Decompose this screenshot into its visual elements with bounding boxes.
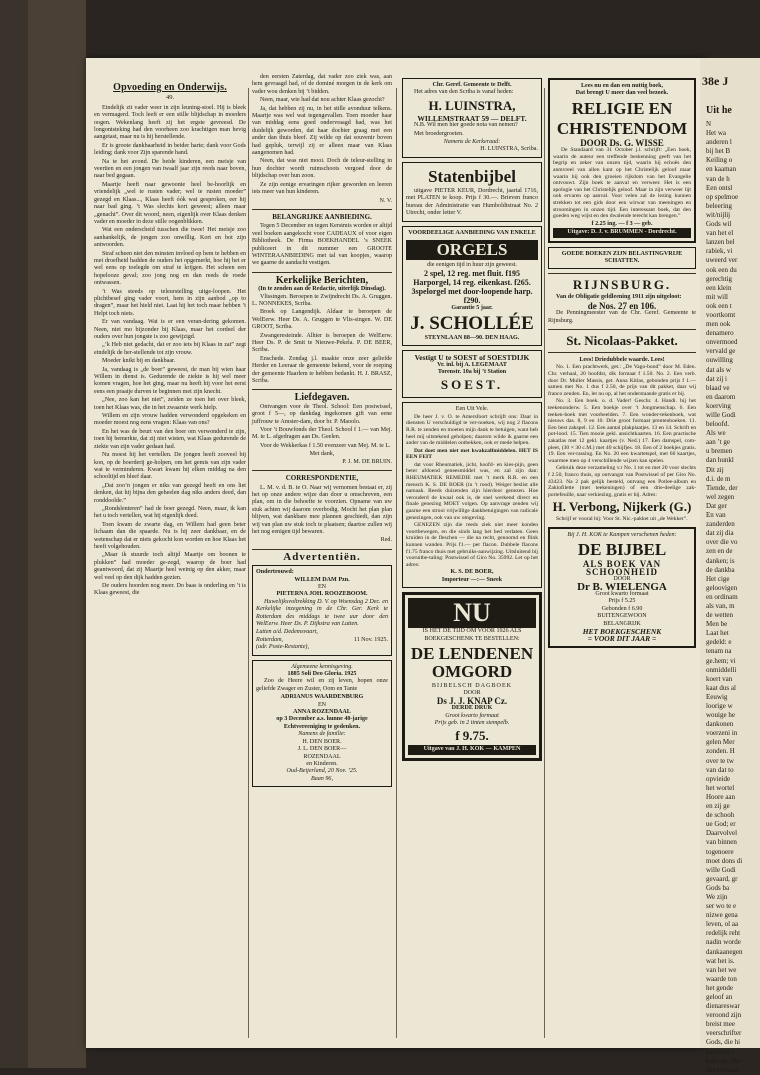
adjacent-page-line: Tiende, der <box>706 483 738 492</box>
adjacent-page-line: Het wa <box>706 129 727 138</box>
nicolaas-warning: Lees! Driedubbele waarde. Lees! <box>579 357 665 363</box>
adjacent-page-line: danken; is <box>706 556 735 565</box>
gifts-text-2: Voor ’t Bouwfonds der Theol. School f 1.— van Mej. M. te L. afgedragen aan Ds. Geelen. <box>252 427 392 441</box>
article-paragraph: Straf scheen niet den minsten invloed op hem te hebben en met droefheid hadden de ouders het opgemerkt, hoe hij het er wel eens op toelegde om straf te krijgen. Het scheen een hopelooze geval; zoo jong nog en dan reeds de roede ontwassen. <box>94 250 246 287</box>
book-binding-gutter <box>28 0 86 1068</box>
adjacent-page-line: kerstend z <box>706 1047 735 1056</box>
article-paragraph: „Dat zoo’n jongen er niks van gezegd heeft en ons liet denken, dat hij bijna den geheelen dag niks anders deed, dan ronddoolde.” <box>94 482 246 504</box>
soest-big: SOEST. <box>440 377 504 393</box>
adjacent-page-line: dankaanegen <box>706 947 743 956</box>
adjacent-page-line: men ook <box>706 320 731 329</box>
rheumatiek-ad <box>402 402 542 588</box>
church-news-subtitle: (In te zenden aan de Redactie, uiterlijk Dinsdag). <box>258 286 386 293</box>
anniversary-text: Zoo de Heere wil en zij leven, hopen onze geliefde Zwager en Zuster, Oom en Tante <box>256 678 388 692</box>
lendenen-ad <box>402 592 542 761</box>
adjacent-page-line: Daarvolvel <box>706 829 738 838</box>
article-paragraph: Wat een onderscheid tusschen die twee! Het meisje zoo aanhankelijk, de jongen zoo onwillig. Kort en bot zijn antwoorden. <box>94 227 246 249</box>
nu-text: IS HET DE TIJD OM VOOR 1926 ALS BOEKGESCHENK TE BESTELLEN: <box>422 628 522 642</box>
article-paragraph: Neen, maar, wie had dat nou achter Klaas gezocht? <box>260 97 385 104</box>
adjacent-page-line: We zijn <box>706 892 728 901</box>
adjacent-page-line: van dat to <box>706 765 734 774</box>
goede-boeken-text: GOEDE BOEKEN ZIJN BELASTINGVRIJE SCHATTEN. <box>561 250 683 264</box>
adjacent-page-line: Hoore aan <box>706 792 735 801</box>
column-divider <box>396 88 397 1038</box>
church-news-title: Kerkelijke Berichten, <box>275 274 369 286</box>
adjacent-page-line: koert van <box>706 674 733 683</box>
adjacent-page-line: zanderden <box>706 520 735 529</box>
scriba-name: H. LUINSTRA, <box>428 97 516 113</box>
adjacent-page-line: dat zij i <box>706 374 727 383</box>
adjacent-page-line: onvermoed <box>706 338 738 347</box>
adjacent-page-line: denamero <box>706 329 734 338</box>
column-opvoeding <box>94 74 246 1054</box>
divider <box>252 389 392 390</box>
adjacent-page-line: togenoere <box>706 847 734 856</box>
adjacent-page-line: geloovigen <box>706 583 738 592</box>
schollee-address: STEYNLAAN 88—90. DEN HAAG. <box>424 334 520 341</box>
gifts-title: Liefdegaven. <box>294 392 350 404</box>
article-paragraph: Er van vandaag. Wat is er een veran-dering gekomen. Neen, niet mo bijzonder bij Klaas, maar het cordeel der ouders over hun jongste is zoo gewijzigd. <box>94 319 246 340</box>
religie-title-1: RELIGIE EN <box>571 98 673 118</box>
testimonial-text: De heer J. v. O. te Amersfoort schrijft ons: Daar in diensten U verschuldigd te ver-noeken, wij nog 2 flacons R.R. te zenden en moeten mijn dank te betuigen, want heb heel mij uitstekend geholpen; daarom wilde ik gaarne een ander van de middelen ontbekken, ook er mede helpen. <box>406 413 538 447</box>
adjacent-page-line: loorige w <box>706 702 733 710</box>
adjacent-page-line: nizwe gena <box>706 911 738 920</box>
soest-ad <box>402 350 542 398</box>
adjacent-page-line: een klein <box>706 283 732 292</box>
gifts-thanks: Met dank, <box>309 451 335 458</box>
column-four <box>548 74 696 1054</box>
organ-offer-3: 3spelorgel met door-loopende harp. f290. <box>411 287 533 306</box>
article-paragraph: „Nee, zoo kan het niet”, zeiden ze toen het over bleek, toen het Klaas was, die in het zwaarste werk hielp. <box>94 397 246 411</box>
bijbel-subtitle-2: SCHOONHEID <box>585 566 658 577</box>
religie-author: DOOR Ds. G. WISSE <box>580 137 664 148</box>
article-paragraph: Ze zijn eenige ervaringen rijker geworden en leeren iets meer van hun kinderen. <box>252 181 392 196</box>
adjacent-page-line: redelijk reht <box>706 929 741 938</box>
testimonial-title: Een Uit Vele. <box>455 406 489 413</box>
ad-namens: Namens de Kerkeraad: <box>443 139 501 146</box>
adjacent-page-line: dienareswar <box>706 1002 740 1011</box>
religie-ad <box>548 78 696 243</box>
nicolaas-text-3: Gebruik deze verzameling v.r No. 1 tot en met 20 voor slechts f 2.50, franco thuis, op ontvangst van Postwissel of per Giro No. 43423. Na 2 pak gelijk besteld, ontvang een Potlee-album en Zaklofilette (met teekeningen) of een drie-deelige zak-portefeuille, naar verkiezing, gratis er bij. Adres: <box>548 465 696 498</box>
adjacent-page-text <box>706 120 760 1075</box>
adjacent-page-title: Uit he <box>706 105 732 116</box>
bijbel-price-1: Prijs f 5.25 <box>608 598 636 605</box>
article-paragraph: ’t Was steeds op teleurstelling uitge-loopen. Het plichtbesef ging vader voort, hem in zijn aanbod „op to dragen”, maar het hield niet. Laat hij het toch maar hebben ’t Helpt toch niets. <box>94 288 246 317</box>
anniversary-text-2: op 3 December a.s. hunne 40-jarige Echtvereeniging te gedenken. <box>276 716 368 730</box>
adjacent-page-line: en daarom <box>706 392 736 401</box>
article-paragraph: Moeder knikt bij en dankbaar. <box>102 358 176 365</box>
adjacent-page-line: aan ’t ge <box>706 438 730 447</box>
adjacent-page-line: moet dons di <box>706 856 743 865</box>
adjacent-page-line: onmiddelli <box>706 665 737 674</box>
organ-offer-1: 2 spel, 12 reg. met fluit. f195 <box>423 269 521 279</box>
rijnsburg-title: RIJNSBURG. <box>572 277 672 293</box>
book-door: DOOR <box>463 690 481 697</box>
adjacent-page-line: Gods wil <box>706 220 732 229</box>
rijnsburg-text: Van de Obligatie geldleening 1911 zijn uitgeloot: <box>556 294 682 301</box>
remedy-text: dat voor Rheumatiek, jicht, hoofd- en kies-pijn, geen beter afdoend geneesmiddel was, en zal zijn dan: RHEUMATIEK REMEDIE met ’t merk R.R. en een mensch K. S. DE BOER (in ’t rood). Weiger beslist alle namaak. Reeds duizenden zijn hierdoor genezen. Hoe verouderd de kwaal ook is, de snel werkend direct en finale genezing MOET volgen. Op aanvrage zenden wij gaarne een strooi vrijwillige dankbetuigingen van radicale genezingen, ook van uw omgeving. <box>406 461 538 521</box>
adjacent-page-line: tenam na <box>706 647 732 656</box>
church-news-item: Broek op Langendijk. Aldaar te beroepen de WelEerw. Heer Ds. A. Gruggen te Vlis-singen. W. DE GROOT, Scriba. <box>252 309 392 331</box>
book-format: Groot kwarto formaat <box>445 712 499 719</box>
gifts-text-3: Voor de Wekkerkas f 1.50 evenzeer van Mej. M. te L. <box>260 442 391 449</box>
adjacent-page-line: Een ontsl <box>706 183 733 192</box>
adjacent-page-line: uweerd ver <box>706 256 738 265</box>
testimonial-bold: Dat doet men niet met kwakzalfmiddelen. HET IS EEN FEIT <box>406 447 538 461</box>
soest-line-3: Torenstr. 10a bij ’t Station <box>437 368 507 375</box>
bijbel-subtitle-1: ALS BOEK VAN <box>582 559 662 570</box>
adjacent-page-line: Als we <box>706 429 726 438</box>
adjacent-page-line: dat als w <box>706 365 731 374</box>
divider <box>252 272 392 273</box>
article-body <box>94 105 246 598</box>
remedy-signature: K. S. DE BOER, <box>450 569 494 576</box>
bijbel-author: Dr B. WIELENGA <box>577 580 667 593</box>
divider <box>548 329 696 330</box>
adjacent-page-line: wit/nijlij <box>706 210 731 219</box>
adjacent-page-line: als van, m <box>706 601 735 610</box>
adjacent-page-line: d.i. de m <box>706 474 731 483</box>
adjacent-page-line: het verband <box>706 1065 739 1074</box>
adjacent-page-line: N <box>706 120 712 128</box>
adjacent-page-line: veerschrifter <box>706 1029 742 1038</box>
adjacent-page-line: ouwilling <box>706 356 733 365</box>
correspondence-title: CORRESPONDENTIE, <box>285 474 359 483</box>
article-paragraph: Maartje heeft naar gewoonte heel be-hoorlijk en vriendelijk „wel te rusten vader; wel te rusten moeder” gezegd en Klaas..., Klaas heeft óók wat gesproken, eer hij naar bad ging. ’t Was slechts kort geweest; alleen maar „genacht”. Over dit woord, neen, eigenlijk over Klaas denken vader en moeder in deze stille oogenblikken. <box>94 181 246 225</box>
book-price-note: Prijs geb. in 2 tinten stempelb. <box>434 720 510 727</box>
nicolaas-title: St. Nicolaas-Pakket. <box>566 333 678 348</box>
bijbel-title: DE BIJBEL <box>577 540 667 560</box>
adjacent-page-line: het gende <box>706 983 734 992</box>
scriba-street: WILLEMSTRAAT 59 — DELFT. <box>417 113 527 123</box>
adjacent-page-line: gevaard, gr <box>706 874 738 883</box>
article-paragraph: „’k Heb niet gedacht, dat er zoo iets bij Klaas in zat” zegt eindelijk de her-stellende tot zijn vrouw. <box>94 342 246 356</box>
family-names: H. DEN BOER. J. L. DEN BOER— ROZENDAAL en Kinderen. <box>297 738 347 767</box>
bride-name: PIETERNA JOH. ROOZEBOOM. <box>276 591 368 598</box>
nijkerk-name: H. Verbong, Nijkerk (G.) <box>552 499 692 515</box>
adjacent-page-line: rabiek, vi <box>706 247 733 256</box>
adjacent-page-line: dankonen <box>706 720 734 729</box>
article-paragraph: Toen kwam de zwarte dag, en Willem had geen beter lichaam dan die spaarde. Nu is hij zeer dankbaar, en de wetenschap dat er niets gekocht kon worden en hoe Klaas het heeft volgehouden. <box>94 521 246 550</box>
correspondence-text: L. M. v. d. B. te O. Naar wij vernomen bestaat er, zij het op onze andere wijze dan door u omschreven, een plan, om in die behoefte te voorzien. Opname van uw stuk achten wij daarom overbodig. Mocht het plan plan blijven, wat dankbare mee plannen geschiedt, dan zijn wij van plan uw stuk toch te plaatsen; daartoe zullen wij het nog eenigen tijd bewaren. <box>252 484 392 535</box>
column-divider <box>248 88 249 1038</box>
wedding-announcement <box>252 565 392 655</box>
adjacent-page-line: wat het is. <box>706 956 735 965</box>
adjacent-page-header: 38e J <box>702 74 729 88</box>
adjacent-page-line: beleering <box>706 201 733 210</box>
ad-greeting: Met broedergroeten. <box>414 130 464 137</box>
bijbel-format: Groot kwarto formaat <box>595 590 649 597</box>
church-news-list <box>252 294 392 386</box>
adjacent-page-line: En van <box>706 511 726 520</box>
adjacent-page-line: over die vo <box>706 538 738 547</box>
adjacent-page-line: blaad ve <box>706 383 730 392</box>
book-subtitle: BIJBELSCH DAGBOEK <box>431 683 513 689</box>
kok-header: Bij J. H. KOK te Kampen verschenen heden: <box>567 531 677 538</box>
ad-signature: H. LUINSTRA, Scriba. <box>480 146 538 153</box>
groom-name: WILLEM DAM Pzn. <box>294 576 350 583</box>
adjacent-page-line: op spelmoe <box>706 192 739 201</box>
adjacent-page-line: Men be <box>706 620 728 629</box>
adjacent-page-line: ook een t <box>706 301 732 310</box>
article-paragraph: De ouders hoorden nog meer. Do baas is onderling en ’t is Klaas geweest, die <box>94 583 246 597</box>
adjacent-page-line: van binnen <box>706 838 737 847</box>
statenbijbel-ad <box>402 162 542 223</box>
adjacent-page-line: opvieide <box>706 774 731 783</box>
adjacent-page-line: Gods, die hi <box>706 1038 741 1047</box>
conjunction: EN <box>317 701 327 708</box>
adjacent-page-line: ge.hem; vi <box>706 656 736 665</box>
ad-label: Ondertrouwd: <box>256 569 294 576</box>
wife-name: ANNA ROZENDAAL <box>293 709 351 716</box>
adjacent-page-line: ook een du <box>706 265 737 274</box>
newspaper-page <box>86 58 706 1048</box>
church-news-item: Vlissingen. Beroepen te Zwijndrecht Ds. A. Gruggen. L. NONNEKES, Scriba. <box>252 293 392 307</box>
article-number: 49. <box>165 94 175 102</box>
religie-title-2: CHRISTENDOM <box>556 118 688 138</box>
adjacent-page-line: van het el <box>706 229 734 238</box>
article-paragraph: Ja, dat hebben zij nu, in het stille avonduur telkens. Maartje was wel wat tegengevallen. Toen moeder haar van middag eens goed ondervraagd had, was het duidelijk geworden, dat haar dochter graag met een ander dan thuis bleef. Zij wilde op dat souvenir boven had gepluk, terwijl zij er alleen maar van Klaas aangenomen had. <box>252 105 392 157</box>
divider <box>252 470 392 471</box>
goede-boeken-ad <box>548 247 696 270</box>
bijbel-ad <box>548 527 696 648</box>
column-divider <box>544 88 545 1038</box>
ad-note: N.B. Wil men hier goede nota van nemen? <box>414 122 518 129</box>
promo-line-1: Lees nu en dan een nuttig boek, <box>580 83 664 89</box>
adjacent-page-line: koor op, die <box>706 1056 740 1065</box>
adjacent-page-line: beloofd. <box>706 420 730 429</box>
column-three <box>402 74 542 1054</box>
nijkerk-line: Schrijf er vooral bij: Voor St. Nic.-pakket uit „de Wekker”. <box>556 516 688 523</box>
ad-header: Algemeene kennisgeving. <box>291 663 353 670</box>
adjacent-page-line: kaat dus al <box>706 683 736 692</box>
divider <box>548 352 696 353</box>
adjacent-page-line: lanzen bel <box>706 238 735 247</box>
article-paragraph: Neen, dat was niet mooi. Doch de teleur-stelling in hun dochter wordt ruimschoots vergoed door de blijdschap over hun zoon. <box>252 158 392 180</box>
promo-line-2: Dat brengt U meer dan veel bezoek. <box>575 90 669 97</box>
adjacent-page-line: zen en de <box>706 547 733 556</box>
divider <box>252 549 392 550</box>
adjacent-page-line: dat zij dia <box>706 529 734 538</box>
book-title: DE LENDENEN OMGORD <box>410 644 534 681</box>
adjacent-page-line: vervald ge <box>706 347 736 356</box>
anniversary-place: Oud-Beijerland, 20 Nov. ’25. Baan 96, <box>286 768 358 782</box>
adjacent-page-line: gerechtig <box>706 274 733 283</box>
divider <box>252 209 392 210</box>
adjacent-page-line: ue God; er <box>706 820 736 829</box>
bijbel-note-1: BUITENGEWOON <box>597 613 647 620</box>
church-news-item: Zwangeresteinde. Alhier is beroepen de WelEerw. Heer Ds. P. de Smit te Nieuwe-Pekela. P. DE BEER, Scriba. <box>252 332 392 354</box>
book-binding-dark <box>0 0 28 1068</box>
adjacent-page-line: zonden. H <box>706 747 735 756</box>
organ-offer-2: Harporgel, 14 reg. eikenkast. f265. <box>413 278 531 288</box>
article-paragraph: „Maar ik stuurde toch altijd Maartje om boonen te plukken” had moeder ge-zegd, waarop de boer had geantwoord, dat zij Maartje heel weinig op den akker, maar wel veel op den dijk hadden gezien. <box>94 552 246 581</box>
adjacent-page-line: u bremen <box>706 447 733 456</box>
book-price: f 9.75. <box>455 728 489 744</box>
soest-line-1: Vestigt U te SOEST of SOESTDIJK <box>414 353 530 363</box>
anniversary-announcement <box>252 660 392 788</box>
family-label: Namens de familie: <box>298 731 346 738</box>
article-paragraph: den eersten Zaterdag, dat vader zoo ziek was, aan hem gevraagd had, of de dominé morgen in de kerk om vader wou denken bij ’t bidden. <box>252 74 392 95</box>
adjacent-page-line: Keiling o <box>706 156 733 165</box>
adjacent-page-line: nadin worde <box>706 938 741 947</box>
religie-publisher: Uitgave: D. J. v. BRUMMEN - Dordrecht. <box>553 228 691 237</box>
adjacent-page-line: anderen l <box>706 138 732 147</box>
article-signature: N. V. <box>379 197 392 204</box>
adjacent-page-line: gedeld: e <box>706 638 732 647</box>
article-paragraph: Er is groote dankbaarheid in beider harte; dank voor Gods leiding; dank voor Zijn sparende hand. <box>94 142 246 157</box>
gifts-signature: P. J. M. DE BRUIN. <box>342 458 392 465</box>
adjacent-page-line: bij het B <box>706 147 731 156</box>
notice-text: Tegen 5 December en tegen Kerstmis worden er altijd veel boeken aangekocht voor CADEAUX of voor eigen Bibliotheek. De Firma BOEKHANDEL ’s SNEEK publiceert in dit nummer een GROOTE WINTERAANBIEDING met tal van koopjes, waarop we gaarne de aandacht vestigen. <box>252 223 392 267</box>
rijnsburg-text-2: De Penningmeester van de Chr. Geref. Gemeente te Rijnsburg. <box>548 310 696 324</box>
religie-review: De Standaard van 31 October j.l. schrijft: „Een boek, waarin de auteur een treffende beskenning geeft van het begrip en zeker van onzen tijd, waarin hij echoës den anmvreel van allen kant op het Christelijk geloof maar waarin hij ook den groeien rijkdom van het Evangelie ontvouwt. Zijn boek te aanval en verweer. Het is een apologie van het Christelijk geloof. Maar in zijn verweer lijt ook ervaren op aanval. Voor velen zal de lezing kunnen strekken tot een gids door een wirwar van meeningen en stroomingen in onzen tijd. Een interessant boek, dat den goeden weg wijst en den dwalende terecht kan brengen.” <box>553 147 691 220</box>
bijbel-note-2: BELANGRIJK <box>603 620 641 627</box>
adjacent-page-line: Eeuwig <box>706 692 728 701</box>
article-paragraph: En het was de beurt van den boer om verwonderd te zijn, toen hij bemerkte, dat zij niet wisten, wat Klaas gedurende de ziekte van zijn vader gedaan had. <box>94 428 246 450</box>
organ-header: VOORDEELIGE AANBIEDING VAN ENKELE <box>408 230 536 237</box>
nicolaas-text: No. 1. Een prachtwerk, get.: „De Vago-bond” door M. Eden. Chr. verhaal, 20 hoofdst, dik formaat f 1.50. No. 2. Een verb. door Dr. Muller Massis, get. Anna Kitlas, gebonden prijs f 1.— samen met No. 1 dus f 2.50, de prijs van dit pakket, daar wij franco zenden. En, let nu op, al het onderstaande gratis er bij. <box>548 364 696 397</box>
ad-header: Chr. Geref. Gemeente te Delft. <box>432 82 512 88</box>
adjacent-page-line: mit will <box>706 292 728 301</box>
religie-price: f 2.25 ing. — f 3 — geb. <box>591 220 653 227</box>
adjacent-page-line: Dit zij <box>706 465 724 474</box>
bijbel-door: DOOR <box>613 576 631 583</box>
adjacent-page-line: voortkomt <box>706 310 736 319</box>
adjacent-page-line: Gods ba <box>706 883 730 892</box>
adjacent-page-line: dan hunkl <box>706 456 734 465</box>
anniversary-years: 1885 Soli Deo Gloria. 1925 <box>287 671 357 678</box>
schollee-name: J. SCHOLLÉE <box>410 312 534 334</box>
adjacent-page-line: breist mee <box>706 1020 735 1029</box>
bijbel-price-2: Gebonden f 6.90 <box>601 605 643 612</box>
book-author: Ds J. J. KNAP Cz. <box>436 695 508 706</box>
article-paragraph: Ja, vandaag is „de boer” geweest, de man bij wien haar Willem in dienst is. Gedurende de ziekte is hij wel meer komen vragen, hoe het ging, maar nu heeft hij voor het eerst eens een praatje durven te beginnen met zijn knecht. <box>94 366 246 395</box>
gifts-text: Ontvangen voor de Theol. School: Een postwissel, groot f 5—, op dankdag ingekomen gift van eene juffrouw te Amster-dam, door br. P. Maoolo. <box>252 403 392 425</box>
wedding-date: 11 Nov. 1925. <box>353 636 388 643</box>
adjacent-page-line: en kaaman <box>706 165 737 174</box>
article-paragraph: Na te het avond. De beide kinderen, een meisje van veertien en een jongen van twaalf jaar zijn reeds naar boven, naar bed gegaan. <box>94 158 246 180</box>
adjacent-page-line: koerving <box>706 401 731 410</box>
adjacent-page-line: Dat ger <box>706 501 727 510</box>
organ-ad <box>402 226 542 346</box>
book-publisher: Uitgave van J. H. KOK — KAMPEN <box>408 745 536 754</box>
article-title: Opvoeding en Onderwijs. <box>113 82 227 93</box>
adjacent-page-line: wouige he <box>706 711 735 720</box>
adjacent-page-line: ser wo te e <box>706 902 737 911</box>
adjacent-page-line: de dankba <box>706 565 735 574</box>
bijbel-gift-1: HET BOEKGESCHENK <box>582 626 662 636</box>
advertisements-title: Advertentiën. <box>283 550 361 563</box>
statenbijbel-text: uitgave PIETER KEUR, Dordrecht, jaartal 1716, met PLATEN te koop. Prijs f 30.—. Brieven franco bureau der Administratie van Humboldtstraat No. 2 Utrecht, onder letter V. <box>406 187 538 217</box>
statenbijbel-title: Statenbijbel <box>428 166 516 186</box>
organ-guarantee: Garantie 5 jaar. <box>451 305 493 312</box>
article-paragraph: Willem en zijn vrouw hadden verwonderd opgekeken en moeder moest nog eens vragen: Klaas van ons? <box>94 413 246 427</box>
ad-text: Het adres van den Scriba is vanaf heden: <box>414 89 514 96</box>
article-paragraph: Eindelijk zit vader weer in zijn leuning-stoel. Hij is bleek en vermagerd. Toch leeft er een stille blijdschap in moeders oogen. Wekenlang heeft zij het ergste gevreesd. De longontsteking had den voorheen zoo krachtigen man hevig aangetast, maar nu is hij herstellende. <box>94 104 246 141</box>
remedy-text-2: GENEZEN zijn die reeds ziek niet meer konden voortbewegen, en die sinds lang het bed verlaten. Geen kruiden in de fleschen — die na recht, genoomd en flink kunnen wanden. Prijs f1.— per flacon. Dubbele flacons f1.75 franco thuis met gebruiks-aanwijzing. Uitsluitend bij vooruitbe-taling: Postwissel of Giro No. 35992. Let op het adres: <box>406 522 538 568</box>
adjacent-page-line: geloof an <box>706 993 733 1001</box>
adjacent-page-line: de wetten <box>706 611 734 620</box>
nicolaas-text-2: No. 3. Een boek. o. d. Vader! Geschr. 4. Handi. bij het teekenonderw. 5. Een boekje over ’t Jongmenschap. 6. Een teeken-boek met voorbeelden. 7. Een wonder-tekenboek, wat nieuws das. 8, 9 en 10. Drie groot formaat prentenboeken. 11. Een best zakspel. 12. Een aantal plakplaatjes. 13 en 14. Schrift en pot-lood. 15. Tien mooie gekl. ansichtkaarten. 16. Een practische zakatlas met 12 gekl. kaartjes (v. Ned.) 17. Een damspel, com-pleet, (30 × 30 c.M.) met 40 schijfjes. 18. Een of 2 boekjes gratis. 19. Een ver-rassing. En No. 20 een kwartetspel, met 60 kaartjes, waarmee men op 4 verschillende wijzen kan spelen. <box>548 398 696 464</box>
delft-address-ad <box>402 78 542 158</box>
adjacent-page-line: Het cige <box>706 574 730 583</box>
book-edition: DERDE DRUK <box>451 705 493 712</box>
adjacent-page-line: over te tw <box>706 756 734 765</box>
adjacent-page-line: het wortel <box>706 783 735 792</box>
adjacent-page-line: Laat het <box>706 629 729 638</box>
adjacent-page-line: leven, ol aa <box>706 920 739 929</box>
soest-line-2: Vr. inl. bij A. LEGEMAAT <box>437 361 507 368</box>
adjacent-page-line: waarde ton <box>706 974 737 983</box>
rijnsburg-numbers: de Nos. 27 en 106. <box>587 300 657 311</box>
adjacent-page-line: en ordinam <box>706 592 738 601</box>
organ-title: ORGELS <box>406 240 538 260</box>
article-paragraph: Nu moest hij het vertellen. De jongen heeft zooveel bij kon, op de boerderij ge-holpen, om het gemis van zijn vader wat te verminderen. Kwart kwam hij elken middag na den schooltijd en bleef daar. <box>94 452 246 481</box>
husband-name: ADRIANUS WAARDENBURG <box>280 694 364 701</box>
article-continuation <box>252 74 392 197</box>
adjacent-page-line: van het we <box>706 965 737 974</box>
adjacent-page-fragment <box>700 58 760 1074</box>
adjacent-page-line: wille Godi <box>706 865 736 874</box>
church-news-item: Enschede. Zondag j.l. maakte onze zeer geliefde Herder en Leeraar de gemeente bekend, voor de roeping der gemeente Haarlem te hebben bedankt. H. J. BRASZ, Scriba. <box>252 355 392 385</box>
organ-subtitle: die eenigen tijd in huur zijn geweest. <box>427 261 517 268</box>
adjacent-page-line: en zij ge <box>706 802 730 811</box>
adjacent-page-line: voerzeni in <box>706 729 738 738</box>
adjacent-page-line: wel zegen <box>706 492 735 501</box>
wedding-address: Lutten a/d. Dedemsvaart, Rotterdam, (adr. Poste-Restante), <box>256 629 318 651</box>
correspondence-signature: Red. <box>380 537 392 544</box>
column-two <box>252 74 392 1054</box>
remedy-importer: Importeur —:— Sneek <box>441 576 503 583</box>
adjacent-page-line: van de h <box>706 174 730 183</box>
adjacent-page-line: veroond zijn <box>706 1011 742 1020</box>
adjacent-page-line: wille Godi <box>706 411 736 419</box>
wedding-details: Huwelijksvoltrekking D. V. op Woensdag 2 Dec. en Kerkelijke inzegening in de Chr. Ger. Kerk te Rotterdam des middags te twee uur door den WelEerw. Heer Ds. P. Dijkstra van Lutten. <box>256 598 388 627</box>
bijbel-gift-2: = VOOR DIT JAAR = <box>587 634 657 644</box>
article-paragraph: „Rondslenteren” had de boer gezegd. Neen, maar, ik kan het u toch vertellen, wat hij eigenlijk deed. <box>94 505 246 520</box>
divider <box>548 273 696 274</box>
conjunction: EN <box>317 583 327 590</box>
nu-headline: NU <box>408 598 536 628</box>
adjacent-page-line: gelen Mer <box>706 738 735 747</box>
notice-title: BELANGRIJKE AANBIEDING. <box>272 212 372 221</box>
adjacent-page-line: de schooh <box>706 811 735 820</box>
